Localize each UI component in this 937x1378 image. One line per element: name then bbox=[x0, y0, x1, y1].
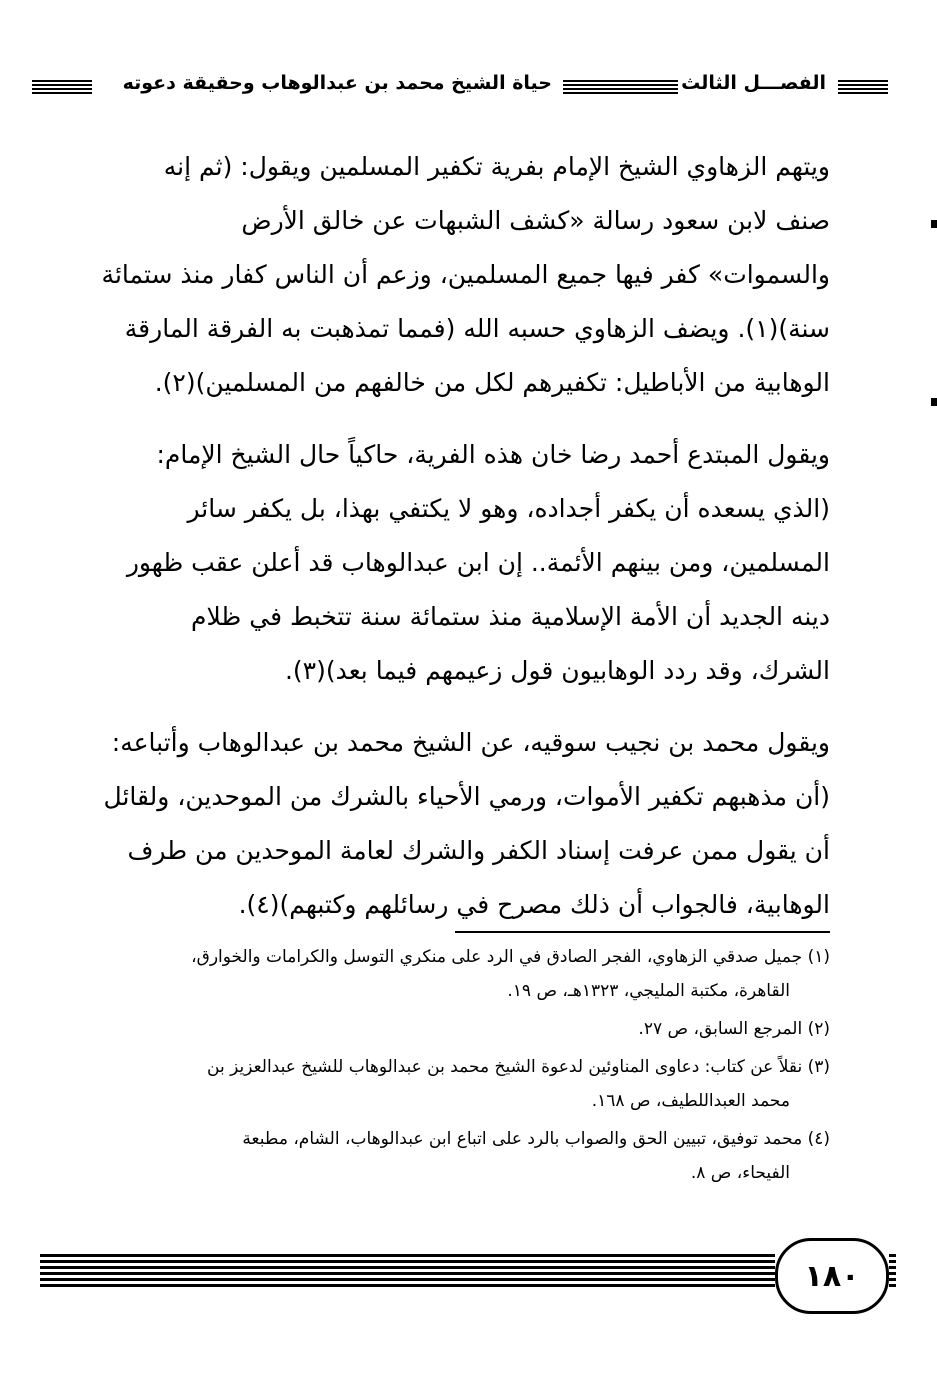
footer-rule-left bbox=[40, 1254, 775, 1288]
footnote-text: (٣) نقلاً عن كتاب: دعاوى المناوئين لدعوة الشيخ محمد بن عبدالوهاب للشيخ عبدالعزيز بن bbox=[207, 1057, 830, 1077]
text-line: (الذي يسعده أن يكفر أجداده، وهو لا يكتفي بهذا، بل يكفر سائر bbox=[187, 494, 830, 523]
text-line: والسموات» كفر فيها جميع المسلمين، وزعم أن الناس كفار منذ ستمائة bbox=[101, 260, 830, 289]
footnote-continuation: محمد العبداللطيف، ص ١٦٨. bbox=[591, 1091, 790, 1111]
edge-mark bbox=[931, 220, 937, 228]
paragraph-1 bbox=[84, 140, 830, 410]
text-line: المسلمين، ومن بينهم الأئمة.. إن ابن عبدالوهاب قد أعلن عقب ظهور bbox=[126, 548, 830, 577]
footnote-1 bbox=[84, 940, 830, 1008]
text-line: أن يقول ممن عرفت إسناد الكفر والشرك لعامة الموحدين من طرف bbox=[127, 836, 830, 865]
page-number: ١٨٠ bbox=[775, 1238, 889, 1314]
text-line: الشرك، وقد ردد الوهابيون قول زعيمهم فيما بعد)(٣). bbox=[284, 656, 830, 685]
text-line: ويتهم الزهاوي الشيخ الإمام بفرية تكفير المسلمين ويقول: (ثم إنه bbox=[163, 152, 830, 181]
chapter-label: الفصـــل الثالث bbox=[675, 72, 832, 94]
footer-rule-right bbox=[889, 1254, 896, 1288]
footnote-4 bbox=[84, 1122, 830, 1190]
text-line: ويقول محمد بن نجيب سوقيه، عن الشيخ محمد بن عبدالوهاب وأتباعه: bbox=[111, 728, 830, 757]
header-rule-right bbox=[838, 80, 888, 96]
text-line: سنة)(١). ويضف الزهاوي حسبه الله (فمما تمذهبت به الفرقة المارقة bbox=[124, 314, 830, 343]
footnote-separator bbox=[455, 931, 830, 933]
footnotes bbox=[84, 940, 830, 1194]
footnote-2 bbox=[84, 1012, 830, 1046]
text-line: ويقول المبتدع أحمد رضا خان هذه الفرية، حاكياً حال الشيخ الإمام: bbox=[156, 440, 830, 469]
header-rule-middle bbox=[563, 80, 678, 96]
main-text bbox=[84, 140, 830, 950]
footnote-continuation: القاهرة، مكتبة المليجي، ١٣٢٣هـ، ص ١٩. bbox=[507, 981, 790, 1001]
text-line: الوهابية، فالجواب أن ذلك مصرح في رسائلهم وكتبهم)(٤). bbox=[238, 890, 830, 919]
text-line: (أن مذهبهم تكفير الأموات، ورمي الأحياء بالشرك من الموحدين، ولقائل bbox=[103, 782, 830, 811]
running-header bbox=[32, 68, 888, 108]
paragraph-3 bbox=[84, 716, 830, 932]
text-line: صنف لابن سعود رسالة «كشف الشبهات عن خالق الأرض bbox=[241, 206, 830, 235]
footnote-text: (١) جميل صدقي الزهاوي، الفجر الصادق في الرد على منكري التوسل والكرامات والخوارق، bbox=[191, 947, 830, 967]
footnote-text: (٤) محمد توفيق، تبيين الحق والصواب بالرد على اتباع ابن عبدالوهاب، الشام، مطبعة bbox=[242, 1129, 830, 1149]
header-rule-left bbox=[32, 80, 92, 96]
footnote-continuation: الفيحاء، ص ٨. bbox=[690, 1163, 790, 1183]
text-line: الوهابية من الأباطيل: تكفيرهم لكل من خالفهم من المسلمين)(٢). bbox=[154, 368, 830, 397]
book-title: حياة الشيخ محمد بن عبدالوهاب وحقيقة دعوته bbox=[117, 72, 558, 94]
text-line: دينه الجديد أن الأمة الإسلامية منذ ستمائة سنة تتخبط في ظلام bbox=[191, 602, 830, 631]
edge-mark bbox=[931, 398, 937, 406]
paragraph-2 bbox=[84, 428, 830, 698]
footnote-3 bbox=[84, 1050, 830, 1118]
page-footer bbox=[40, 1238, 896, 1318]
footnote-text: (٢) المرجع السابق، ص ٢٧. bbox=[638, 1019, 830, 1039]
